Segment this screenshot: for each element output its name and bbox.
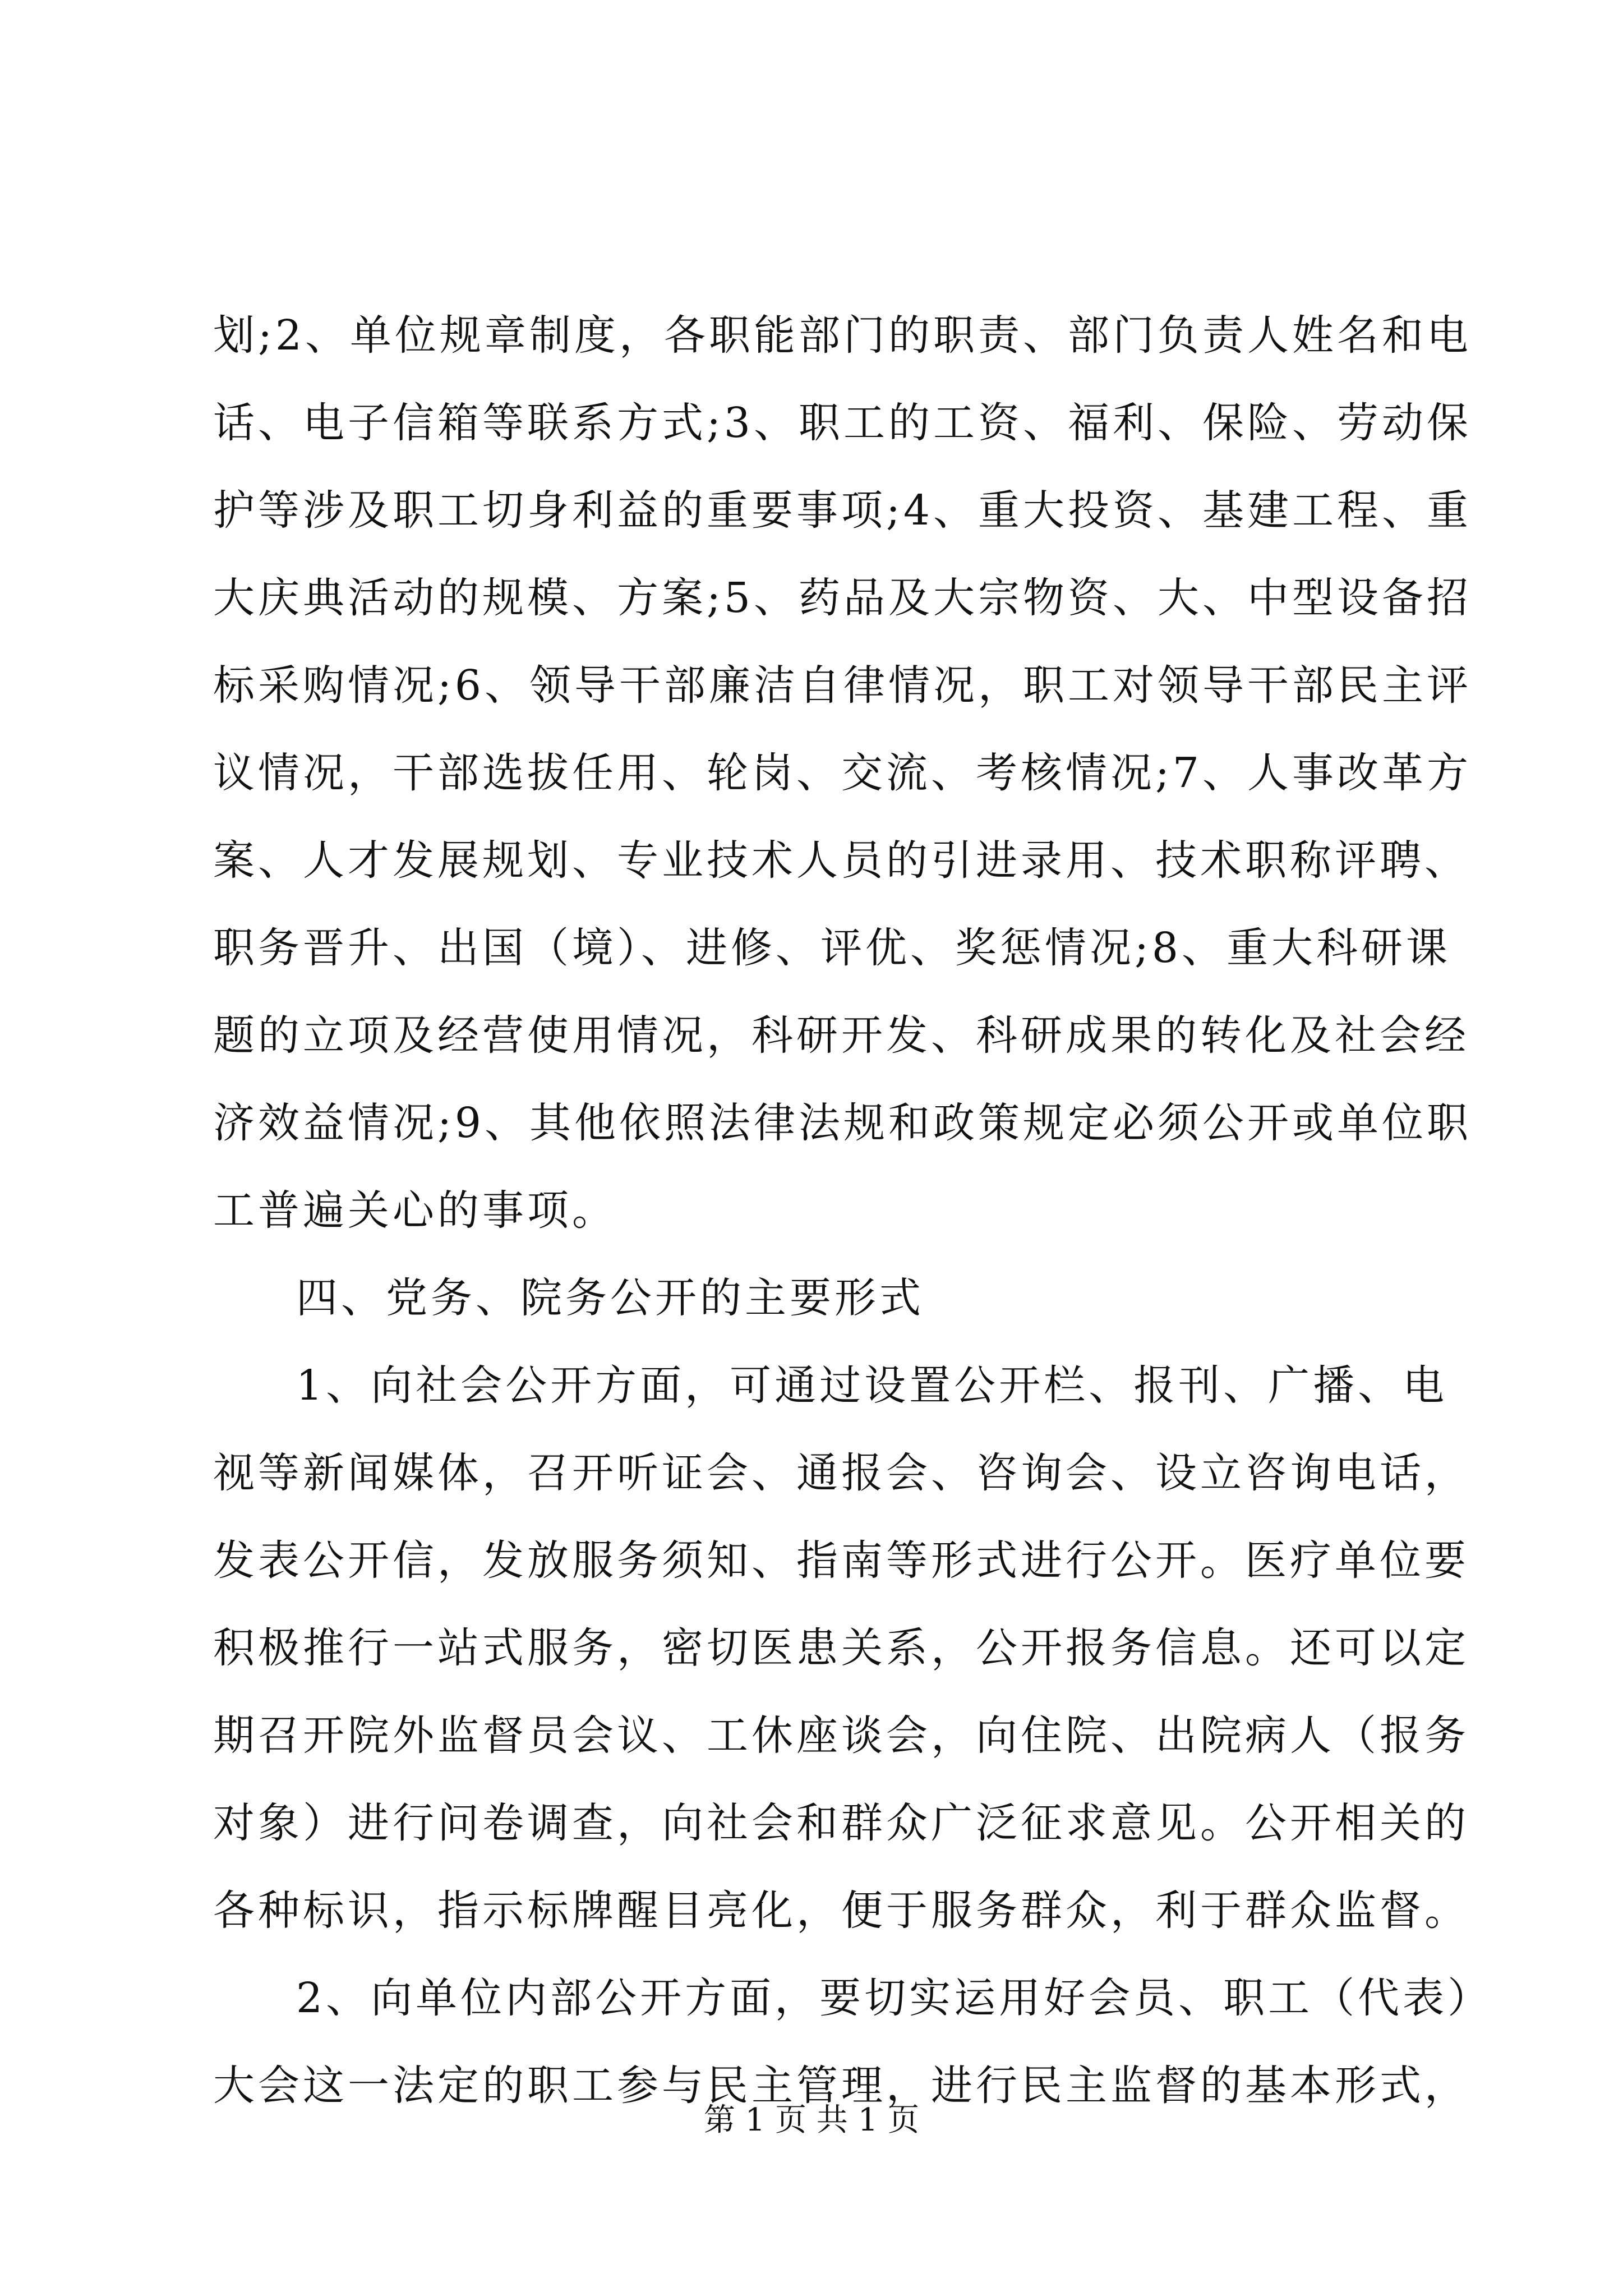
text-line-19: 各种标识，指示标牌醒目亮化，便于服务群众，利于群众监督。 [213,1887,1469,1935]
text-line-21: 大会这一法定的职工参与民主管理，进行民主监督的基本形式， [213,2062,1469,2110]
text-line-6: 议情况，干部选拔任用、轮岗、交流、考核情况;7、人事改革方 [213,749,1472,797]
text-line-5: 标采购情况;6、领导干部廉洁自律情况，职工对领导干部民主评 [213,661,1472,710]
text-line-13: 1、向社会公开方面，可通过设置公开栏、报刊、广播、电 [296,1361,1448,1410]
text-line-7: 案、人才发展规划、专业技术人员的引进录用、技术职称评聘、 [213,836,1469,885]
text-line-15: 发表公开信，发放服务须知、指南等形式进行公开。医疗单位要 [213,1536,1469,1585]
text-line-4: 大庆典活动的规模、方案;5、药品及大宗物资、大、中型设备招 [213,574,1472,622]
body-text [213,292,1493,2129]
section-heading: 四、党务、院务公开的主要形式 [296,1274,924,1322]
text-line-14: 视等新闻媒体，召开听证会、通报会、咨询会、设立咨询电话， [213,1449,1469,1497]
text-line-10: 济效益情况;9、其他依照法律法规和政策规定必须公开或单位职 [213,1099,1472,1147]
page-footer: 第 1 页 共 1 页 [703,2102,920,2138]
text-line-17: 期召开院外监督员会议、工休座谈会，向住院、出院病人（报务 [213,1711,1469,1760]
text-line-16: 积极推行一站式服务，密切医患关系，公开报务信息。还可以定 [213,1624,1469,1672]
text-line-8: 职务晋升、出国（境）、进修、评优、奖惩情况;8、重大科研课 [213,924,1451,972]
text-line-20: 2、向单位内部公开方面，要切实运用好会员、职工（代表） [296,1974,1493,2022]
text-line-3: 护等涉及职工切身利益的重要事项;4、重大投资、基建工程、重 [213,486,1472,535]
text-line-11: 工普遍关心的事项。 [213,1186,617,1235]
text-line-18: 对象）进行问卷调查，向社会和群众广泛征求意见。公开相关的 [213,1799,1469,1847]
text-line-9: 题的立项及经营使用情况，科研开发、科研成果的转化及社会经 [213,1011,1469,1060]
text-line-1: 划;2、单位规章制度，各职能部门的职责、部门负责人姓名和电 [213,311,1472,360]
text-line-2: 话、电子信箱等联系方式;3、职工的工资、福利、保险、劳动保 [213,399,1472,447]
